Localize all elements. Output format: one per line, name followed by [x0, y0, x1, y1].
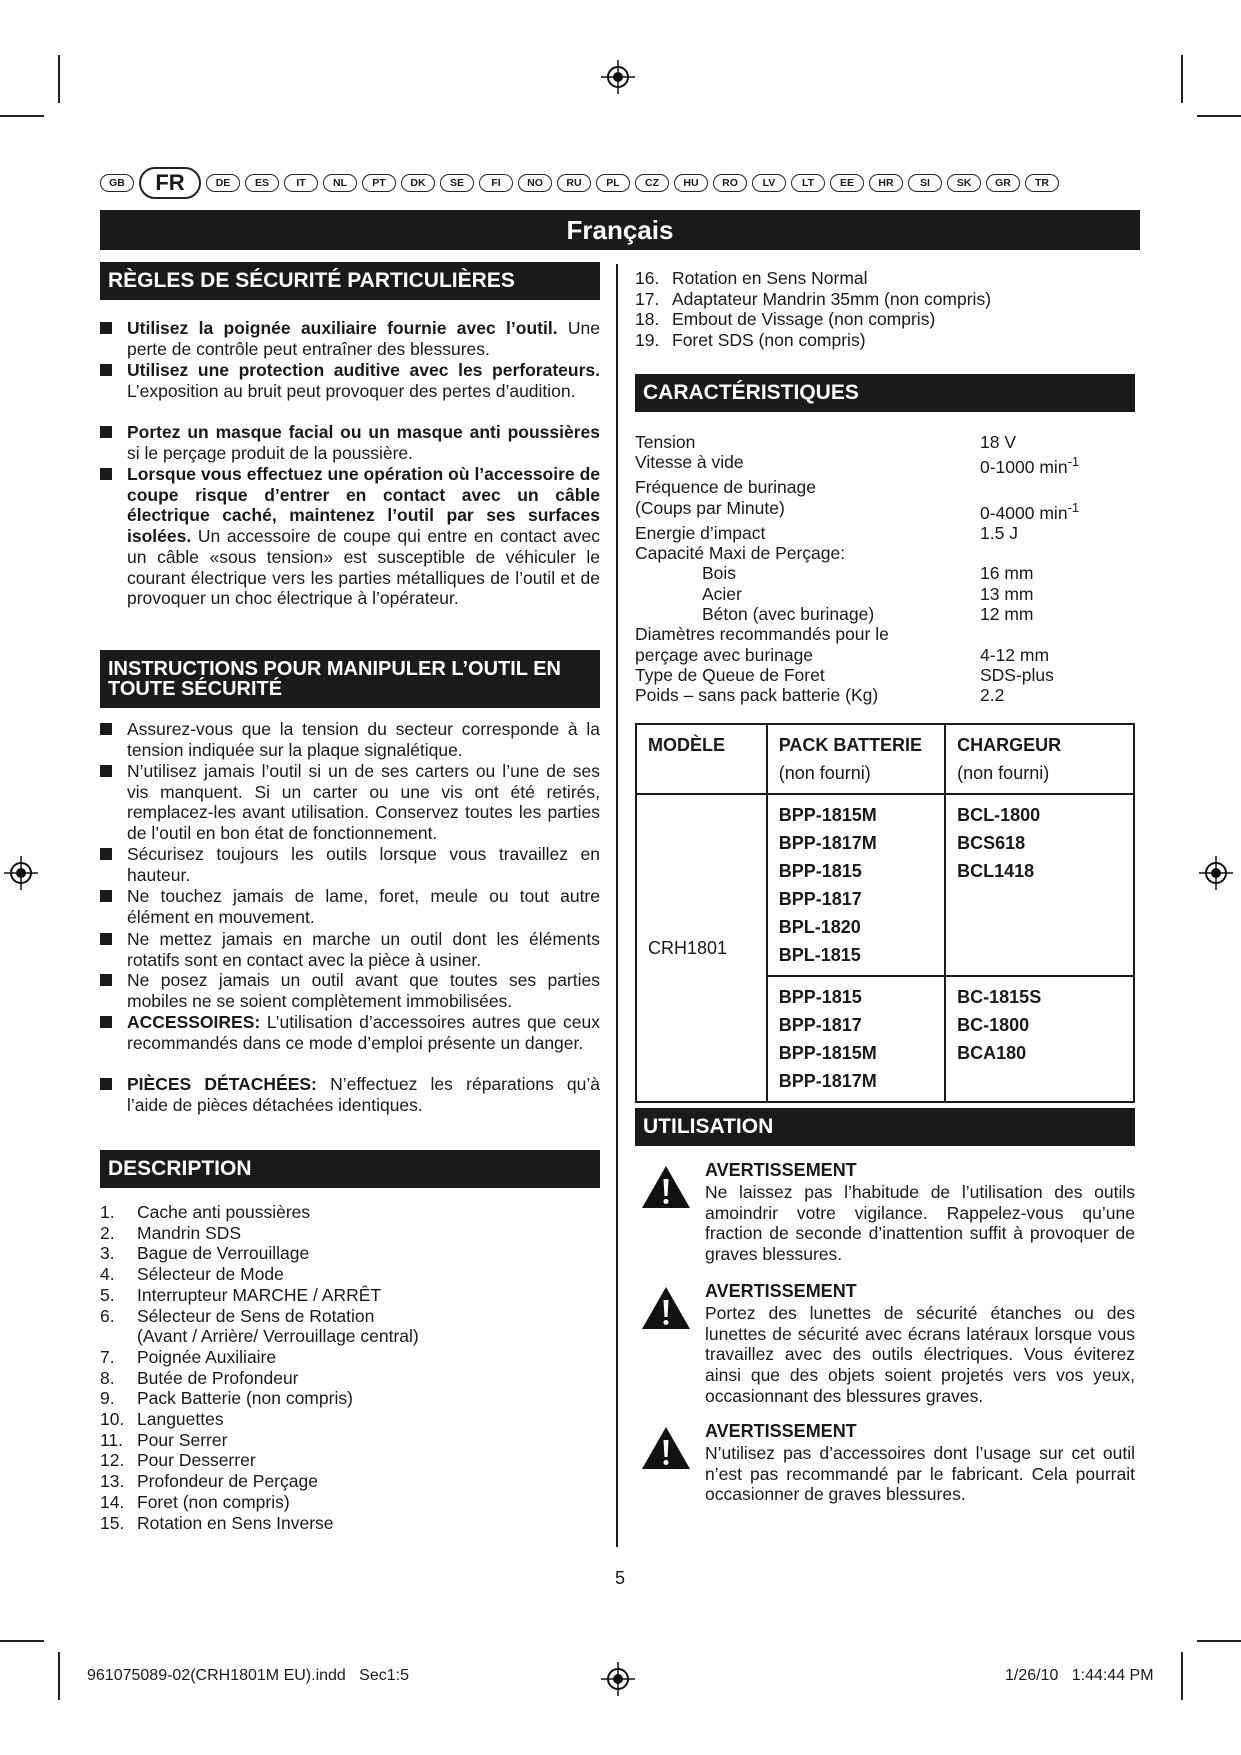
warning-text: N’utilisez pas d’accessoires dont l’usage sur cet outil n’est pas recommandé par le fabricant. Cela pourrait occasionner de graves blessures. — [705, 1443, 1135, 1505]
list-item — [100, 929, 600, 970]
list-item — [100, 422, 600, 463]
description-list — [100, 1202, 600, 1533]
section-title: INSTRUCTIONS POUR MANIPULER L’OUTIL EN TOUTE SÉCURITÉ — [108, 658, 561, 700]
language-tab-gb[interactable]: GB — [100, 174, 134, 192]
bullet-square-icon — [100, 974, 112, 986]
spec-value-text: 4-12 mm — [980, 644, 1050, 665]
list-item — [100, 1264, 600, 1285]
list-item — [100, 1306, 600, 1327]
list-item — [100, 1326, 600, 1347]
charger-cell — [945, 794, 1134, 976]
list-item-bold: Portez un masque facial ou un masque anti poussières — [127, 422, 600, 442]
battery-model: BPP-1815M — [778, 805, 877, 825]
list-item — [635, 268, 1140, 289]
item-number: 10. — [100, 1409, 125, 1430]
page-title: Français — [100, 210, 1140, 250]
bullet-square-icon — [100, 1016, 112, 1028]
language-tab-lt[interactable]: LT — [791, 174, 825, 192]
item-number: 2. — [100, 1222, 115, 1243]
section-title: RÈGLES DE SÉCURITÉ PARTICULIÈRES — [108, 269, 515, 292]
warning-text: Portez des lunettes de sécurité étanches ou des lunettes de sécurité avec écrans latéraux lorsque vous travaillez avec des outils électriques. Vous éviterez ainsi que des objets soient projetés vers vos yeux, occasionnant des blessures graves. — [705, 1303, 1135, 1406]
registration-mark-icon — [1199, 856, 1233, 890]
crop-mark — [58, 55, 60, 103]
spec-value — [980, 685, 1004, 705]
item-label: Sélecteur de Mode — [137, 1264, 284, 1285]
list-item-body: Ne touchez jamais de lame, foret, meule ou tout autre élément en mouvement. — [127, 886, 600, 927]
crop-mark — [1181, 1652, 1183, 1700]
spec-row — [635, 432, 1140, 452]
item-number: 16. — [635, 268, 660, 288]
battery-cell — [767, 794, 945, 976]
list-item-text — [127, 719, 600, 760]
warning-heading: AVERTISSEMENT — [705, 1160, 857, 1180]
charger-cell — [945, 976, 1134, 1102]
list-item — [100, 886, 600, 927]
list-item — [100, 360, 600, 401]
item-label: Poignée Auxiliaire — [137, 1346, 277, 1367]
specifications-table — [635, 432, 1140, 706]
spec-value-text: 12 mm — [980, 604, 1034, 625]
spec-value — [980, 563, 1033, 583]
list-item — [100, 1368, 600, 1389]
header-subtitle: (non fourni) — [957, 763, 1050, 783]
spec-value — [980, 523, 1018, 543]
bullet-square-icon — [100, 468, 112, 480]
battery-model: BPP-1815M — [778, 1043, 877, 1063]
table-header-cell — [945, 724, 1134, 794]
spec-row — [635, 523, 1140, 543]
spec-value — [980, 665, 1054, 685]
list-item-body: L’exposition au bruit peut provoquer des pertes d’audition. — [127, 380, 576, 401]
item-number: 17. — [635, 288, 660, 309]
list-item-text — [127, 464, 600, 609]
list-item — [100, 970, 600, 1011]
bullet-square-icon — [100, 848, 112, 860]
battery-model: BPL-1820 — [778, 917, 861, 937]
warning-text: Ne laissez pas l’habitude de l’utilisation des outils amoindrir votre vigilance. Rappelez-vous qu’une fraction de seconde d’inattention suffit à provoquer de graves blessures. — [705, 1182, 1135, 1265]
language-tab-pt[interactable]: PT — [362, 174, 396, 192]
battery-model: BPL-1815 — [778, 945, 861, 965]
language-tab-es[interactable]: ES — [245, 174, 279, 192]
language-tab-fi[interactable]: FI — [479, 174, 513, 192]
charger-model: BC-1815S — [957, 987, 1042, 1007]
battery-model: BPP-1815 — [778, 861, 862, 881]
list-item-bold: PIÈCES DÉTACHÉES: — [127, 1074, 317, 1094]
section-safety-rules-header — [100, 262, 600, 300]
item-number: 3. — [100, 1243, 115, 1264]
bullet-square-icon — [100, 322, 112, 334]
list-item — [100, 1450, 600, 1471]
spec-row — [635, 498, 1140, 523]
list-item-text — [127, 318, 600, 359]
list-item — [100, 1223, 600, 1244]
registration-mark-icon — [601, 60, 635, 94]
list-item-text — [127, 1074, 600, 1115]
language-tab-nl[interactable]: NL — [323, 174, 357, 192]
crop-mark — [0, 115, 44, 117]
bullet-square-icon — [100, 933, 112, 945]
spec-row — [635, 645, 1140, 665]
item-label: Embout de Vissage (non compris) — [672, 309, 936, 330]
language-tab-ru[interactable]: RU — [557, 174, 591, 192]
list-item-body: Ne posez jamais un outil avant que toutes ses parties mobiles ne se soient complètement immobilisées. — [127, 970, 600, 1011]
list-item-text — [127, 970, 600, 1011]
list-item-body: Une perte de contrôle peut entraîner des blessures. — [127, 318, 600, 359]
list-item-text — [127, 929, 600, 970]
table-row — [636, 794, 1134, 976]
charger-model: BCL1418 — [957, 861, 1035, 881]
list-item-text — [127, 422, 600, 463]
spec-label: Capacité Maxi de Perçage: — [635, 543, 846, 564]
item-number: 5. — [100, 1284, 115, 1305]
footer-file-info: 961075089-02(CRH1801M EU).indd Sec1:5 — [87, 1667, 409, 1684]
language-tab-ro[interactable]: RO — [713, 174, 747, 192]
list-item — [100, 1074, 600, 1115]
spec-label: Acier — [702, 583, 742, 604]
language-tab-hu[interactable]: HU — [674, 174, 708, 192]
spec-label: (Coups par Minute) — [635, 497, 785, 518]
warning-heading: AVERTISSEMENT — [705, 1421, 857, 1441]
list-item — [100, 1492, 600, 1513]
item-number: 12. — [100, 1450, 125, 1471]
warning-triangle-icon — [640, 1425, 692, 1471]
language-tab-gr[interactable]: GR — [986, 174, 1020, 192]
language-tab-pl[interactable]: PL — [596, 174, 630, 192]
list-item — [100, 1409, 600, 1430]
column-divider — [616, 264, 618, 1547]
bullet-square-icon — [100, 364, 112, 376]
list-item-bold: ACCESSOIRES: — [127, 1012, 261, 1032]
crop-mark — [1197, 1640, 1241, 1642]
registration-mark-icon — [4, 856, 38, 890]
spec-row — [635, 584, 1140, 604]
spec-value — [980, 432, 1016, 452]
spec-unit-exponent: -1 — [1067, 454, 1080, 470]
list-item — [100, 719, 600, 760]
spec-row — [635, 604, 1140, 624]
spec-label: perçage avec burinage — [635, 644, 814, 665]
spec-value — [980, 498, 1079, 523]
spec-unit-exponent: -1 — [1067, 499, 1080, 515]
language-tab-ee[interactable]: EE — [830, 174, 864, 192]
list-item — [100, 1012, 600, 1053]
spec-row — [635, 624, 1140, 644]
list-item-body: si le perçage produit de la poussière. — [127, 442, 414, 463]
spec-value-text: 0-1000 min — [980, 457, 1068, 478]
table-header-cell — [767, 724, 945, 794]
footer-date: 1/26/10 1:44:44 PM — [1005, 1667, 1154, 1684]
list-item-text — [127, 844, 600, 885]
section-description-header — [100, 1150, 600, 1188]
item-label: Adaptateur Mandrin 35mm (non compris) — [672, 288, 992, 309]
list-item-body: N’utilisez jamais l’outil si un de ses carters ou l’une de ses vis manquent. Si un carter ou une vis ont été retirés, remplacez-les avant utilisation. Conservez toutes les parties de l’outil en bon état de fonctionnement. — [127, 761, 600, 844]
bullet-square-icon — [100, 890, 112, 902]
list-item-text — [127, 360, 600, 401]
spec-value-text: SDS-plus — [980, 664, 1054, 685]
item-number — [100, 1326, 137, 1347]
list-item — [100, 844, 600, 885]
spec-label: Vitesse à vide — [635, 452, 744, 473]
section-specs-header — [635, 374, 1135, 412]
spec-value-text: 2.2 — [980, 685, 1005, 706]
list-item — [100, 1202, 600, 1223]
page-number: 5 — [614, 1568, 625, 1588]
language-tab-tr[interactable]: TR — [1025, 174, 1059, 192]
item-number: 9. — [100, 1388, 115, 1409]
spec-value-text: 1.5 J — [980, 522, 1018, 543]
item-label: Profondeur de Perçage — [137, 1471, 318, 1492]
spec-label: Diamètres recommandés pour le — [635, 624, 889, 645]
table-header-cell — [636, 724, 767, 794]
language-tab-it[interactable]: IT — [284, 174, 318, 192]
warning-triangle-icon — [640, 1285, 692, 1331]
item-number: 18. — [635, 309, 660, 330]
battery-model: BPP-1817 — [778, 889, 862, 909]
item-number: 13. — [100, 1471, 125, 1492]
item-number: 8. — [100, 1367, 115, 1388]
section-title: UTILISATION — [643, 1115, 774, 1138]
bullet-square-icon — [100, 723, 112, 735]
item-number: 6. — [100, 1305, 115, 1326]
item-label: Pour Serrer — [137, 1429, 228, 1450]
list-item — [100, 1285, 600, 1306]
spec-label: Type de Queue de Foret — [635, 664, 825, 685]
language-tab-cz[interactable]: CZ — [635, 174, 669, 192]
list-item-text — [127, 1012, 600, 1053]
language-tab-lv[interactable]: LV — [752, 174, 786, 192]
item-number: 14. — [100, 1491, 125, 1512]
charger-model: BC-1800 — [957, 1015, 1030, 1035]
header-title: CHARGEUR — [957, 735, 1062, 755]
bullet-square-icon — [100, 426, 112, 438]
header-title: MODÈLE — [648, 735, 726, 755]
header-subtitle: (non fourni) — [778, 763, 871, 783]
spec-value — [980, 645, 1049, 665]
list-item — [100, 1513, 600, 1534]
item-number: 15. — [100, 1512, 125, 1533]
battery-model: BPP-1817M — [778, 1071, 877, 1091]
list-item-body: Ne mettez jamais en marche un outil dont les éléments rotatifs sont en contact avec la pièce à usiner. — [127, 929, 600, 970]
battery-model: BPP-1815 — [778, 987, 862, 1007]
warning-heading: AVERTISSEMENT — [705, 1281, 857, 1301]
section-title: CARACTÉRISTIQUES — [643, 381, 859, 404]
item-label: Butée de Profondeur — [137, 1367, 299, 1388]
list-item — [100, 318, 600, 359]
language-tab-no[interactable]: NO — [518, 174, 552, 192]
item-label: Foret (non compris) — [137, 1491, 290, 1512]
crop-mark — [1197, 115, 1241, 117]
spec-value — [980, 604, 1033, 624]
list-item — [635, 309, 1140, 330]
crop-mark — [58, 1652, 60, 1700]
table-header-row — [636, 724, 1134, 794]
item-label: (Avant / Arrière/ Verrouillage central) — [137, 1326, 419, 1347]
list-item-body: Un accessoire de coupe qui entre en contact avec un câble «sous tension» est susceptible de véhiculer le courant électrique vers les parties métalliques de l’outil et de provoquer un choc électrique à l’opérateur. — [127, 526, 600, 609]
charger-model: BCA180 — [957, 1043, 1027, 1063]
list-item — [635, 289, 1140, 310]
item-label: Rotation en Sens Normal — [672, 268, 868, 288]
language-tab-hr[interactable]: HR — [869, 174, 903, 192]
list-item-body: L’utilisation d’accessoires autres que ceux recommandés dans ce mode d’emploi présente un danger. — [127, 1012, 600, 1053]
warning-triangle-icon — [640, 1164, 692, 1210]
list-item — [100, 1243, 600, 1264]
list-item-body: Sécurisez toujours les outils lorsque vous travaillez en hauteur. — [127, 844, 600, 885]
spec-label: Energie d’impact — [635, 522, 766, 543]
spec-label: Poids – sans pack batterie (Kg) — [635, 685, 879, 706]
crop-mark — [1181, 55, 1183, 103]
list-item — [100, 761, 600, 844]
battery-cell — [767, 976, 945, 1102]
header-title: PACK BATTERIE — [778, 735, 923, 755]
item-number: 1. — [100, 1202, 115, 1222]
section-utilisation-header — [635, 1108, 1135, 1146]
spec-row — [635, 563, 1140, 583]
description-list-continued — [635, 268, 1140, 351]
list-item — [100, 1471, 600, 1492]
spec-row — [635, 685, 1140, 705]
spec-label: Tension — [635, 432, 696, 452]
item-label: Bague de Verrouillage — [137, 1243, 310, 1264]
spec-row — [635, 665, 1140, 685]
spec-value-text: 18 V — [980, 432, 1016, 452]
list-item-bold: Utilisez la poignée auxiliaire fournie avec l’outil. — [127, 318, 558, 338]
list-item-bold: Lorsque vous effectuez une opération où l’accessoire de coupe risque d’entrer en contact avec un câble électrique caché, maintenez l’outil par ses surfaces isolées. — [127, 464, 600, 547]
spec-label: Fréquence de burinage — [635, 477, 816, 498]
spec-value-text: 0-4000 min — [980, 502, 1068, 523]
item-label: Languettes — [137, 1409, 224, 1430]
item-label: Foret SDS (non compris) — [672, 330, 866, 351]
spec-value-text: 13 mm — [980, 583, 1034, 604]
item-label: Rotation en Sens Inverse — [137, 1512, 334, 1533]
spec-value — [980, 452, 1079, 477]
item-label: Pack Batterie (non compris) — [137, 1388, 353, 1409]
list-item-body: N’effectuez les réparations qu’à l’aide de pièces détachées identiques. — [127, 1074, 600, 1115]
bullet-square-icon — [100, 1078, 112, 1090]
spec-value — [980, 584, 1033, 604]
spec-label: Bois — [702, 563, 737, 584]
registration-mark-icon — [601, 1662, 635, 1696]
language-tab-de[interactable]: DE — [206, 174, 240, 192]
language-tab-sk[interactable]: SK — [947, 174, 981, 192]
compatibility-table — [635, 723, 1135, 1103]
list-item — [100, 1347, 600, 1368]
item-number: 11. — [100, 1429, 124, 1450]
section-title: DESCRIPTION — [108, 1157, 252, 1180]
language-selector — [100, 166, 1140, 200]
section-handling-header — [100, 650, 600, 708]
language-tab-si[interactable]: SI — [908, 174, 942, 192]
list-item-bold: Utilisez une protection auditive avec les perforateurs. — [127, 360, 600, 380]
spec-row — [635, 452, 1140, 477]
list-item — [635, 330, 1140, 351]
item-number: 4. — [100, 1264, 115, 1285]
item-number: 7. — [100, 1346, 115, 1367]
spec-value-text: 16 mm — [980, 563, 1034, 584]
item-label: Cache anti poussières — [137, 1202, 311, 1222]
charger-model: BCS618 — [957, 833, 1026, 853]
list-item — [100, 1388, 600, 1409]
spec-row — [635, 477, 1140, 497]
language-tab-dk[interactable]: DK — [401, 174, 435, 192]
list-item — [100, 1430, 600, 1451]
battery-model: BPP-1817M — [778, 833, 877, 853]
bullet-square-icon — [100, 765, 112, 777]
battery-model: BPP-1817 — [778, 1015, 862, 1035]
crop-mark — [0, 1640, 44, 1642]
item-label: Mandrin SDS — [137, 1222, 242, 1243]
charger-model: BCL-1800 — [957, 805, 1041, 825]
item-label: Pour Desserrer — [137, 1450, 256, 1471]
model-name: CRH1801 — [648, 938, 728, 958]
language-tab-fr[interactable]: FR — [139, 167, 201, 199]
list-item-text — [127, 886, 600, 927]
list-item — [100, 464, 600, 609]
spec-label: Béton (avec burinage) — [702, 604, 875, 625]
item-label: Interrupteur MARCHE / ARRÊT — [137, 1284, 382, 1305]
list-item-body: Assurez-vous que la tension du secteur corresponde à la tension indiquée sur la plaque signalétique. — [127, 719, 600, 760]
language-tab-se[interactable]: SE — [440, 174, 474, 192]
model-cell — [636, 794, 767, 1102]
list-item-text — [127, 761, 600, 844]
spec-row — [635, 543, 1140, 563]
item-number: 19. — [635, 330, 660, 351]
item-label: Sélecteur de Sens de Rotation — [137, 1305, 375, 1326]
